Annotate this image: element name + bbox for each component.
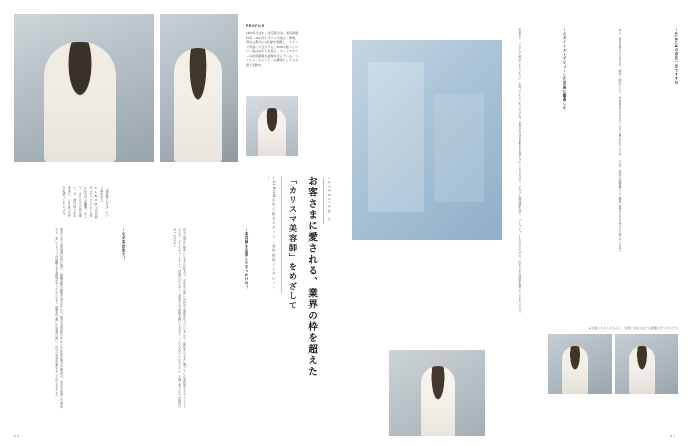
- secondary-portrait-photo: [160, 14, 238, 162]
- profile-photo: [246, 96, 298, 156]
- article-column: [628, 28, 678, 358]
- title-area: [267, 176, 331, 386]
- locker-portrait-photo: [389, 350, 485, 436]
- answer-body: 幼少の頃から髪をいじるのが好きで、中学生の頃には自分で前髪を切っていました。高校生のときに通っていた美容室のスタイリストさんが、とてもかっこよくて。技術だけでなく、会話や立ち居振る舞いも含めて「この人みたいになりたい」と強く思ったのが最初のきっかけです。: [172, 228, 187, 408]
- kicker-text: ーALBUMの生え抜きスタッフ・金内裕真インタビューー: [267, 176, 282, 294]
- page-title: お客さまに愛される、業界の枠を超えた: [306, 176, 317, 378]
- profile-block: [246, 24, 298, 67]
- answer-body: を覚えて「この人に染めてもらいたい」と思ってもらいたいですね。お客さまはInstagramを見てきてくださるので、そのぶん期待値も高く、プレッシャーも大きいですが、応えられる技術を磨いていきたいです。: [517, 28, 522, 315]
- article-column: [197, 228, 249, 420]
- lead-text: 「美容師になる」という夢を叶え、ALBUMで初の新卒スタッフとして入社2年目で大躍進。そして、さらにその先の道へ。今、彼が見つめる未来と、これまでの歩みを語ってもらった。: [61, 186, 109, 219]
- article-column: [517, 28, 567, 358]
- question-heading: ー美容師を志望したきっかけは？: [244, 228, 248, 290]
- article-column: [572, 28, 622, 358]
- question-heading: ースタイリストデビューした直後に躍進した: [562, 28, 566, 110]
- page-number-left: 60: [14, 434, 20, 438]
- blue-salon-photo: [352, 40, 502, 240]
- left-article-columns: [12, 228, 248, 420]
- article-column: [12, 228, 64, 420]
- question-heading: ーなぜ美容室で？: [121, 228, 125, 261]
- answer-body: はい。2022年4月に入社した、新卒一期生として、ALBUMを支えるきっかけに携われたことは、この先、経営の経験値として確実に還元されるはずだと感じています。: [618, 28, 622, 254]
- right-page: [345, 0, 690, 446]
- series-tag: INTERVIEW ②: [323, 178, 331, 224]
- question-heading: ーALBUMの存在一歩ですすむ: [674, 28, 678, 85]
- right-article-columns-mid: [509, 28, 567, 358]
- profile-label: PROFILE: [246, 24, 265, 28]
- photo-caption: ▲店販に力を入れるのも、客層にお客さまとの距離を近づけるため: [588, 327, 678, 330]
- answer-body: 東京に出て美容専門学校に通い、就職活動の時期を迎えました。数ある美容室の中からALBUMを選んだ理由は、SNSを活用した発信力と、若いスタッフが活躍できる環境があったからです。説明会で聞いた先輩の話に、自分の未来を重ねることができました。: [54, 228, 64, 408]
- main-portrait-photo: [14, 14, 154, 162]
- article-column: [74, 228, 126, 420]
- profile-text: 1994年生まれ。東京都出身。美容師歴10年。2017年にサロンを独立・開業。現在は都内に3店舗を展開し、スタッフ育成にも注力する。SNSの総フォロワー数は20万人を超え、カットやカラーの技術動画が話題を呼んでいる。ヘアショーやセミナーの講師としても全国で活動中。: [246, 31, 299, 67]
- page-subtitle: 「カリスマ美容師」をめざして: [288, 176, 298, 311]
- page-number-right: 61: [670, 434, 676, 438]
- article-column: [135, 228, 187, 420]
